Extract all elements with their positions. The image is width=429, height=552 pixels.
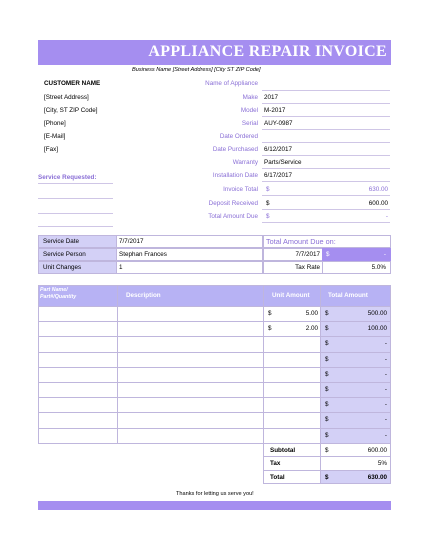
item-part-cell xyxy=(38,428,118,444)
item-unit-amount: 5.00 xyxy=(305,310,318,317)
item-part-cell xyxy=(38,382,118,398)
header-total-amount: Total Amount xyxy=(328,292,368,299)
amount-due-value: - xyxy=(385,213,388,220)
header-description: Description xyxy=(126,292,161,299)
detail-rule-6 xyxy=(262,155,390,156)
detail-rule-8 xyxy=(262,181,390,182)
item-total-amount: - xyxy=(384,431,387,439)
label-date-ordered: Date Ordered xyxy=(219,133,258,140)
item-part-cell xyxy=(38,352,118,368)
item-unit-amount: 2.00 xyxy=(305,325,318,333)
deposit-currency: $ xyxy=(266,200,270,207)
summary-value: 600.00 xyxy=(367,446,387,454)
label-serial: Serial xyxy=(241,120,258,127)
item-total-cell xyxy=(320,397,391,413)
due-amount-currency: $ xyxy=(326,251,330,258)
detail-rule-7 xyxy=(262,168,390,169)
label-invoice-total: Invoice Total xyxy=(223,186,258,193)
service-requested-line-2 xyxy=(38,198,113,199)
label-appliance-name: Name of Appliance xyxy=(205,80,258,87)
item-part-cell xyxy=(38,412,118,428)
item-unit-cell xyxy=(263,397,321,413)
item-total-amount: - xyxy=(384,401,387,409)
item-total-currency: $ xyxy=(325,416,329,424)
item-description-cell xyxy=(117,428,264,444)
tax-rate-label: Tax Rate xyxy=(295,264,320,271)
item-total-amount: 100.00 xyxy=(367,325,387,333)
value-make: 2017 xyxy=(264,94,279,101)
tax-rate-value: 5.0% xyxy=(371,264,386,271)
item-total-currency: $ xyxy=(325,340,329,348)
item-description-cell xyxy=(117,382,264,398)
detail-rule-2 xyxy=(262,103,390,104)
value-date-purchased: 6/12/2017 xyxy=(264,146,293,153)
item-description-cell xyxy=(117,367,264,383)
item-total-currency: $ xyxy=(325,310,329,317)
label-total-amount-due: Total Amount Due xyxy=(208,213,258,220)
item-total-currency: $ xyxy=(325,355,329,363)
summary-value: 630.00 xyxy=(367,473,387,481)
unit-changes-value: 1 xyxy=(119,264,123,271)
item-part-cell xyxy=(38,306,118,322)
header-unit-amount: Unit Amount xyxy=(272,292,310,299)
customer-city: [City, ST ZIP Code] xyxy=(44,107,98,114)
item-total-cell xyxy=(320,367,391,383)
business-line: Business Name [Street Address] [City ST ZIP Code] xyxy=(132,67,261,73)
service-requested-line-4 xyxy=(38,226,113,227)
item-part-cell xyxy=(38,397,118,413)
label-date-purchased: Date Purchased xyxy=(212,146,258,153)
item-total-currency: $ xyxy=(325,325,329,333)
invoice-title: APPLIANCE REPAIR INVOICE xyxy=(148,43,387,60)
item-total-currency: $ xyxy=(325,401,329,409)
customer-fax: [Fax] xyxy=(44,146,58,153)
item-unit-cell xyxy=(263,367,321,383)
due-amount: - xyxy=(383,251,386,258)
value-installation-date: 6/17/2017 xyxy=(264,172,293,179)
unit-changes-value-cell xyxy=(116,261,263,274)
amount-due-currency: $ xyxy=(266,213,270,220)
item-total-cell xyxy=(320,352,391,368)
summary-value: 5% xyxy=(377,460,387,468)
item-total-cell xyxy=(320,428,391,444)
due-date: 7/7/2017 xyxy=(295,251,320,258)
service-person-value: Stephan Frances xyxy=(119,251,167,258)
item-description-cell xyxy=(117,336,264,352)
label-model: Model xyxy=(240,107,258,114)
detail-rule-4 xyxy=(262,129,390,130)
customer-email: [E-Mail] xyxy=(44,133,66,140)
item-total-amount: - xyxy=(384,370,387,378)
service-requested-line-3 xyxy=(38,213,113,214)
item-description-cell xyxy=(117,397,264,413)
customer-name: CUSTOMER NAME xyxy=(44,80,101,87)
detail-rule-3 xyxy=(262,116,390,117)
item-unit-cell xyxy=(263,352,321,368)
label-make: Make xyxy=(242,94,258,101)
deposit-value: 600.00 xyxy=(368,200,388,207)
item-unit-cell xyxy=(263,412,321,428)
item-total-cell xyxy=(320,382,391,398)
item-part-cell xyxy=(38,367,118,383)
item-total-amount: - xyxy=(384,416,387,424)
due-heading: Total Amount Due on: xyxy=(266,237,336,246)
summary-currency: $ xyxy=(325,473,329,481)
due-amount-cell xyxy=(322,248,391,261)
summary-label: Tax xyxy=(270,460,281,468)
item-unit-cell xyxy=(263,382,321,398)
label-warranty: Warranty xyxy=(232,159,258,166)
label-installation-date: Installation Date xyxy=(212,172,258,179)
item-part-cell xyxy=(38,321,118,337)
item-unit-cell xyxy=(263,428,321,444)
detail-rule-5 xyxy=(262,142,390,143)
item-part-cell xyxy=(38,336,118,352)
value-serial: AUY-0987 xyxy=(264,120,293,127)
item-unit-cell xyxy=(263,336,321,352)
item-description-cell xyxy=(117,352,264,368)
item-total-currency: $ xyxy=(325,386,329,393)
service-date-value: 7/7/2017 xyxy=(119,238,144,245)
label-deposit-received: Deposit Received xyxy=(208,200,258,207)
customer-phone: [Phone] xyxy=(44,120,66,127)
item-total-cell xyxy=(320,336,391,352)
item-total-amount: - xyxy=(384,355,387,363)
title-banner xyxy=(38,40,391,65)
item-total-currency: $ xyxy=(325,370,329,378)
summary-label: Total xyxy=(270,473,285,481)
item-total-amount: - xyxy=(384,340,387,348)
service-person-label: Service Person xyxy=(43,251,86,258)
amount-rule-2 xyxy=(262,209,390,210)
amount-rule-1 xyxy=(262,195,390,196)
item-total-amount: 500.00 xyxy=(367,310,387,317)
item-total-amount: - xyxy=(384,386,387,393)
item-unit-currency: $ xyxy=(268,310,272,317)
summary-label: Subtotal xyxy=(270,446,296,454)
footer-band xyxy=(38,501,391,510)
footer-note: Thanks for letting us serve you! xyxy=(176,491,254,497)
item-description-cell xyxy=(117,412,264,428)
service-date-label: Service Date xyxy=(43,238,80,245)
amount-rule-3 xyxy=(262,222,390,223)
service-requested-underline xyxy=(38,183,113,184)
service-requested-label: Service Requested: xyxy=(38,174,97,181)
unit-changes-label: Unit Changes xyxy=(43,264,82,271)
invoice-total-currency: $ xyxy=(266,186,270,193)
value-model: M-2017 xyxy=(264,107,286,114)
item-total-currency: $ xyxy=(325,431,329,439)
detail-rule-1 xyxy=(262,90,390,91)
item-description-cell xyxy=(117,321,264,337)
header-part: Part Name/ Part#/Quantity xyxy=(40,287,77,300)
item-unit-currency: $ xyxy=(268,325,272,333)
invoice-total-value: 630.00 xyxy=(368,186,388,193)
value-warranty: Parts/Service xyxy=(264,159,302,166)
item-description-cell xyxy=(117,306,264,322)
customer-street: [Street Address] xyxy=(44,94,89,101)
item-total-cell xyxy=(320,412,391,428)
summary-currency: $ xyxy=(325,446,329,454)
